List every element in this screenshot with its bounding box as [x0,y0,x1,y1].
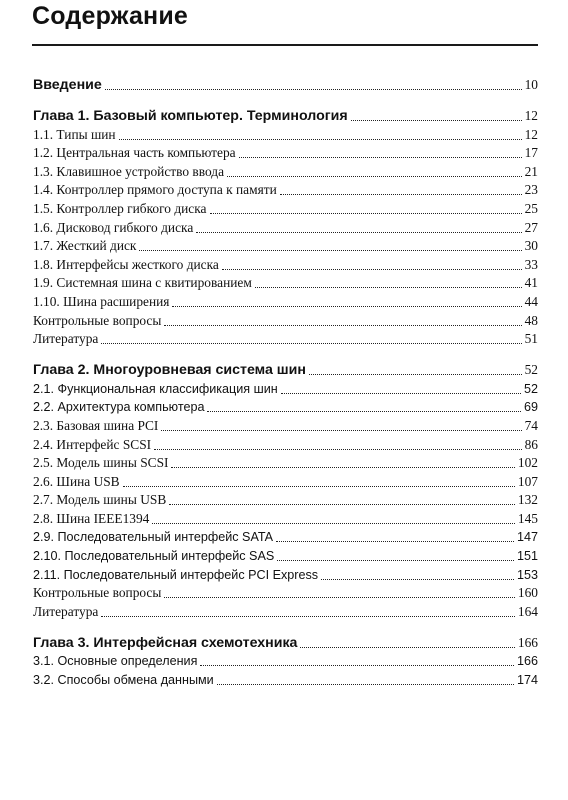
toc-entry[interactable] [33,472,538,491]
toc-entry-label: 2.3. Базовая шина PCI [33,417,159,433]
toc-leader-dots [300,647,514,648]
toc-leader-dots [217,684,514,685]
toc-entry[interactable] [33,416,538,435]
toc-entry-page: 25 [524,200,538,216]
toc-entry[interactable] [33,509,538,528]
toc-leader-dots [210,213,522,214]
toc-entry[interactable] [33,199,538,218]
toc-leader-dots [196,232,521,233]
toc-chapter-1[interactable] [33,103,538,125]
toc-entry[interactable] [33,435,538,454]
toc-leader-dots [152,523,515,524]
toc-entry-page: 86 [524,436,538,452]
page-title: Содержание [32,2,189,30]
toc-entry-label: Введение [33,77,102,93]
toc-entry-page: 44 [524,293,538,309]
toc-chapter-2[interactable] [33,357,538,379]
toc-entry-page: 102 [517,455,538,471]
toc-entry-label: 2.4. Интерфейс SCSI [33,436,152,452]
toc-chapter-page: 52 [524,362,538,378]
toc-entry-page: 69 [523,400,538,415]
toc-entry[interactable] [33,218,538,237]
toc-entry[interactable] [33,379,538,398]
toc-chapter-label: Глава 1. Базовый компьютер. Терминология [33,108,348,124]
toc-entry[interactable] [33,237,538,256]
toc-entry[interactable] [33,670,538,689]
toc-leader-dots [207,411,521,412]
toc-entry-label: Контрольные вопросы [33,312,162,328]
toc-chapter-3[interactable] [33,630,538,652]
toc-chapter-label: Глава 3. Интерфейсная схемотехника [33,634,298,651]
toc-leader-dots [280,194,522,195]
toc-leader-dots [101,343,521,344]
toc-leader-dots [277,560,514,561]
toc-leader-dots [101,616,515,617]
toc-leader-dots [169,504,515,505]
toc-entry-page: 17 [524,145,538,161]
toc-entry-label: 2.9. Последовательный интерфейс SATA [33,530,274,545]
toc-entry-label: 1.10. Шина расширения [33,293,170,309]
toc-entry-label: 1.9. Системная шина с квитированием [33,275,252,291]
toc-entry-intro[interactable] [33,72,538,94]
toc-leader-dots [154,449,521,450]
toc-entry-page: 107 [517,473,538,489]
toc-entry-label: 1.5. Контроллер гибкого диска [33,200,207,216]
toc-entry-page: 160 [517,585,538,601]
toc-chapter-page: 12 [524,108,538,123]
toc-entry-page: 147 [516,530,538,545]
toc-entry-label: 3.1. Основные определения [33,654,198,669]
toc-entry-label: Литература [33,603,99,619]
toc-leader-dots [119,139,522,140]
toc-entry[interactable] [33,528,538,547]
toc-entry-label: 1.8. Интерфейсы жесткого диска [33,256,219,272]
toc-entry-label: 2.1. Функциональная классификация шин [33,381,278,396]
toc-leader-dots [281,393,521,394]
toc-chapter-label: Глава 2. Многоуровневая система шин [33,362,306,379]
toc-entry-label: 1.7. Жесткий диск [33,238,137,254]
toc-entry-label: 1.1. Типы шин [33,126,116,142]
toc-leader-dots [276,541,514,542]
toc-entry[interactable] [33,491,538,510]
toc-entry[interactable] [33,454,538,473]
toc-leader-dots [239,157,522,158]
toc-leader-dots [139,250,521,251]
toc-entry-page: 166 [516,654,538,669]
toc-entry-page: 30 [524,238,538,254]
toc-entry[interactable] [33,398,538,417]
toc-leader-dots [200,665,514,666]
toc-leader-dots [172,306,521,307]
toc-entry-label: 1.3. Клавишное устройство ввода [33,163,225,179]
toc-entry-label: 1.6. Дисковод гибкого диска [33,219,194,235]
toc-entry[interactable] [33,546,538,565]
toc-entry-label: Контрольные вопросы [33,585,162,601]
toc-leader-dots [123,486,515,487]
toc-entry-label: Литература [33,331,99,347]
toc-entry-page: 151 [516,549,538,564]
toc-entry-page: 23 [524,182,538,198]
toc-leader-dots [164,325,521,326]
toc-entry-page: 174 [516,673,538,688]
toc-leader-dots [164,597,515,598]
toc-entry-label: 1.2. Центральная часть компьютера [33,145,236,161]
toc-entry-label: 2.7. Модель шины USB [33,492,167,508]
toc-entry-page: 51 [524,331,538,347]
toc-entry[interactable] [33,255,538,274]
toc-leader-dots [255,287,522,288]
toc-entry-label: 1.4. Контроллер прямого доступа к памяти [33,182,277,198]
toc-entry-label: 3.2. Способы обмена данными [33,673,214,688]
toc-entry-page: 27 [524,219,538,235]
toc-entry[interactable] [33,330,538,349]
toc-entry-label: 2.8. Шина IEEE1394 [33,510,150,526]
toc-leader-dots [227,176,522,177]
toc-entry-page: 41 [524,275,538,291]
toc-entry-page: 33 [524,256,538,272]
toc-entry-label: 2.11. Последовательный интерфейс PCI Express [33,567,319,582]
toc-entry[interactable] [33,602,538,621]
table-of-contents [33,72,538,689]
toc-leader-dots [171,467,514,468]
toc-entry-page: 12 [524,126,538,142]
toc-entry-page: 21 [524,163,538,179]
toc-leader-dots [105,89,522,90]
toc-entry[interactable] [33,125,538,144]
toc-entry-label: 2.2. Архитектура компьютера [33,400,205,415]
toc-entry[interactable] [33,144,538,163]
toc-entry[interactable] [33,162,538,181]
toc-leader-dots [321,579,514,580]
toc-entry-page: 10 [524,77,538,92]
toc-leader-dots [222,269,522,270]
toc-leader-dots [309,374,522,375]
toc-chapter-page: 166 [517,634,538,650]
toc-entry[interactable] [33,565,538,584]
toc-entry[interactable] [33,584,538,603]
toc-leader-dots [351,120,522,121]
toc-entry-page: 164 [517,603,538,619]
toc-entry[interactable] [33,652,538,671]
toc-entry[interactable] [33,292,538,311]
toc-entry[interactable] [33,181,538,200]
toc-entry-label: 2.6. Шина USB [33,473,120,489]
toc-entry-page: 145 [517,510,538,526]
toc-entry-page: 48 [524,312,538,328]
title-rule [32,44,538,46]
toc-leader-dots [161,430,521,431]
toc-entry-page: 153 [516,567,538,582]
toc-entry-page: 132 [517,492,538,508]
toc-entry[interactable] [33,274,538,293]
toc-entry-page: 74 [524,417,538,433]
toc-entry-page: 52 [523,381,538,396]
toc-entry-label: 2.10. Последовательный интерфейс SAS [33,549,275,564]
toc-entry[interactable] [33,311,538,330]
toc-entry-label: 2.5. Модель шины SCSI [33,455,169,471]
